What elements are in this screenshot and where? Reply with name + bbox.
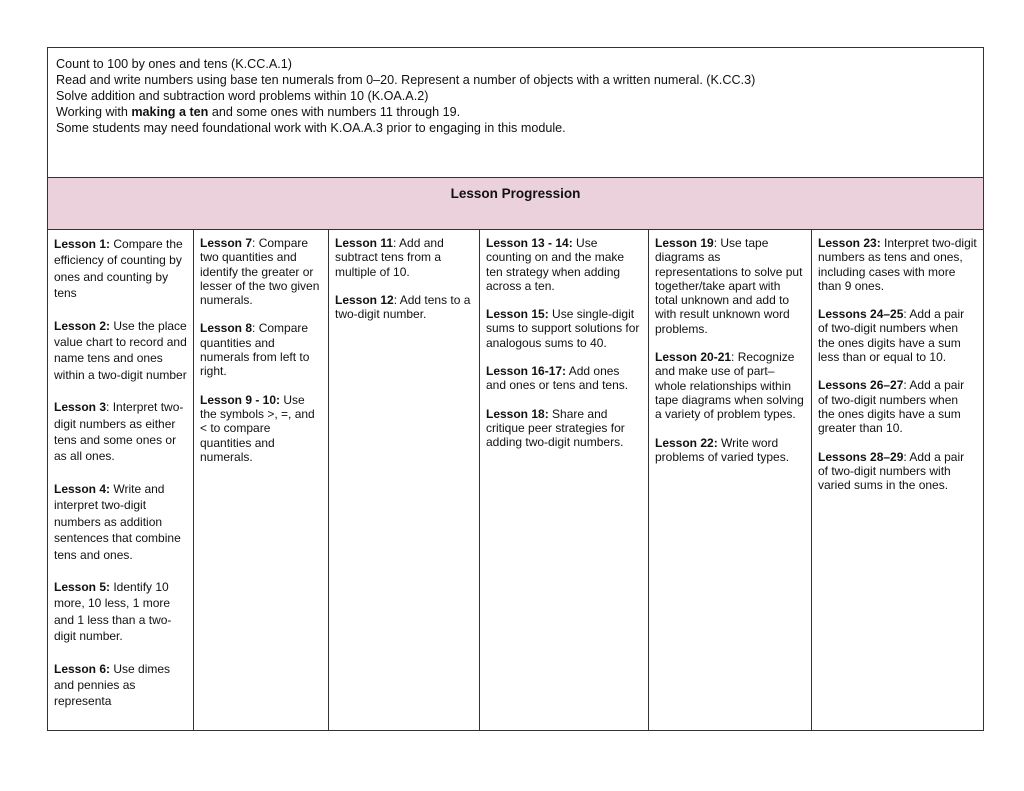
lesson-label: Lesson 15: <box>486 307 549 322</box>
lesson-entry <box>54 481 187 563</box>
lesson-description: Compare the efficiency of counting by ones and counting by tens <box>54 237 183 301</box>
lesson-description: : Add a pair of two-digit numbers when the ones digits have a sum less than or equal to 10. <box>818 307 965 365</box>
lesson-label: Lesson 12 <box>335 292 394 307</box>
prereq-line <box>56 88 975 104</box>
prereq-text: Read and write numbers using base ten numerals from 0–20. Represent a number of objects with a written numeral. (K.CC.3) <box>56 73 756 87</box>
prereq-text: Solve addition and subtraction word problems within 10 (K.OA.A.2) <box>56 89 429 103</box>
curriculum-table <box>47 47 984 731</box>
lesson-label: Lesson 7 <box>200 236 253 250</box>
lesson-description: Use counting on and the make ten strategy when adding across a ten. <box>486 236 625 293</box>
lesson-description: Write word problems of varied types. <box>655 435 790 464</box>
lesson-entry <box>335 236 473 279</box>
lesson-description: : Add a pair of two-digit numbers with varied sums in the ones. <box>818 449 965 493</box>
lesson-description: : Add a pair of two-digit numbers when the ones digits have a sum greater than 10. <box>818 378 965 436</box>
lesson-label: Lesson 20-21 <box>655 350 732 365</box>
lesson-label: Lesson 1: <box>54 237 111 251</box>
lesson-description: : Compare quantities and numerals from left to right. <box>200 321 310 379</box>
lesson-label: Lessons 26–27 <box>818 378 904 393</box>
prereq-text: and some ones with numbers 11 through 19. <box>208 105 461 119</box>
lesson-entry <box>54 236 187 302</box>
lesson-description: Use the place value chart to record and name tens and ones within a two-digit number <box>54 318 187 382</box>
lesson-label: Lesson 3 <box>54 400 107 415</box>
lesson-label: Lesson 11 <box>335 236 394 250</box>
lesson-entry <box>486 307 642 350</box>
lesson-description: : Add and subtract tens from a multiple of 10. <box>335 236 444 279</box>
lesson-entry <box>655 236 805 336</box>
lesson-description: Identify 10 more, 10 less, 1 more and 1 less than a two-digit number. <box>54 579 172 644</box>
lesson-label: Lesson 9 - 10: <box>200 392 281 407</box>
prereq-line <box>56 72 975 88</box>
lesson-description: Use dimes and pennies as representa <box>54 661 171 709</box>
lesson-entry <box>818 307 977 364</box>
lesson-label: Lessons 28–29 <box>818 449 904 464</box>
lesson-description: : Interpret two- digit numbers as either tens and some ones or as all ones. <box>54 400 184 464</box>
lesson-entry <box>655 436 805 465</box>
lesson-entry <box>486 407 642 450</box>
lesson-entry <box>200 393 322 464</box>
lesson-entry <box>486 236 642 293</box>
lesson-entry <box>818 236 977 293</box>
lesson-description: Write and interpret two-digit numbers as addition sentences that combine tens and ones. <box>54 481 181 562</box>
lesson-label: Lesson 23: <box>818 236 881 250</box>
lesson-description: : Use tape diagrams as representations to solve put together/take apart with total unknown and add to with result unknown word problems. <box>655 236 803 336</box>
lesson-description: Add ones and ones or tens and tens. <box>486 364 629 393</box>
lesson-label: Lesson 2: <box>54 318 111 333</box>
lesson-label: Lesson 4: <box>54 481 111 496</box>
lesson-entry <box>54 579 187 645</box>
lesson-description: : Recognize and make use of part–whole relationships within tape diagrams when solving a variety of problem types. <box>655 350 804 422</box>
lesson-entry <box>818 450 977 493</box>
lesson-column-4 <box>479 230 648 730</box>
lesson-description: Use single-digit sums to support solutions for analogous sums to 40. <box>486 307 640 350</box>
lesson-entry <box>200 236 322 307</box>
lesson-label: Lesson 18: <box>486 406 549 421</box>
lesson-label: Lesson 19 <box>655 236 714 250</box>
prereq-text: Working with <box>56 105 132 119</box>
lesson-column-6 <box>811 230 983 730</box>
lesson-entry <box>818 378 977 435</box>
lesson-description: Use the symbols >, =, and < to compare quantities and numerals. <box>200 392 315 464</box>
lesson-progression-title: Lesson Progression <box>450 186 581 201</box>
lesson-description: : Add tens to a two-digit number. <box>335 292 471 322</box>
prerequisites-cell <box>48 48 983 178</box>
lesson-label: Lesson 8 <box>200 321 253 336</box>
lesson-progression-header <box>48 178 983 230</box>
lesson-column-3 <box>328 230 479 730</box>
lesson-entry <box>54 399 187 465</box>
lesson-description: Share and critique peer strategies for adding two-digit numbers. <box>486 406 625 450</box>
lesson-label: Lesson 5: <box>54 579 111 594</box>
lesson-entry <box>200 321 322 378</box>
lesson-entry <box>54 661 187 710</box>
lesson-description: : Compare two quantities and identify the greater or lesser of the two given numerals. <box>200 236 320 308</box>
prereq-line <box>56 104 975 120</box>
lesson-entry <box>655 350 805 421</box>
prereq-text: Some students may need foundational work with K.OA.A.3 prior to engaging in this module. <box>56 121 566 135</box>
lesson-entry <box>335 293 473 322</box>
lesson-label: Lesson 13 - 14: <box>486 236 573 250</box>
prereq-text: Count to 100 by ones and tens (K.CC.A.1) <box>56 57 292 71</box>
prereq-line <box>56 120 975 136</box>
lesson-entry <box>54 318 187 384</box>
lesson-label: Lesson 6: <box>54 661 111 676</box>
prereq-emphasis: making a ten <box>131 105 209 119</box>
lesson-entry <box>486 364 642 393</box>
lesson-label: Lesson 16-17: <box>486 364 567 379</box>
lesson-column-1 <box>48 230 193 730</box>
lesson-label: Lesson 22: <box>655 435 718 450</box>
lesson-column-2 <box>193 230 328 730</box>
lesson-description: Interpret two-digit numbers as tens and ones, including cases with more than 9 ones. <box>818 236 977 293</box>
prereq-line <box>56 56 975 72</box>
lesson-label: Lessons 24–25 <box>818 307 904 322</box>
lesson-column-5 <box>648 230 811 730</box>
